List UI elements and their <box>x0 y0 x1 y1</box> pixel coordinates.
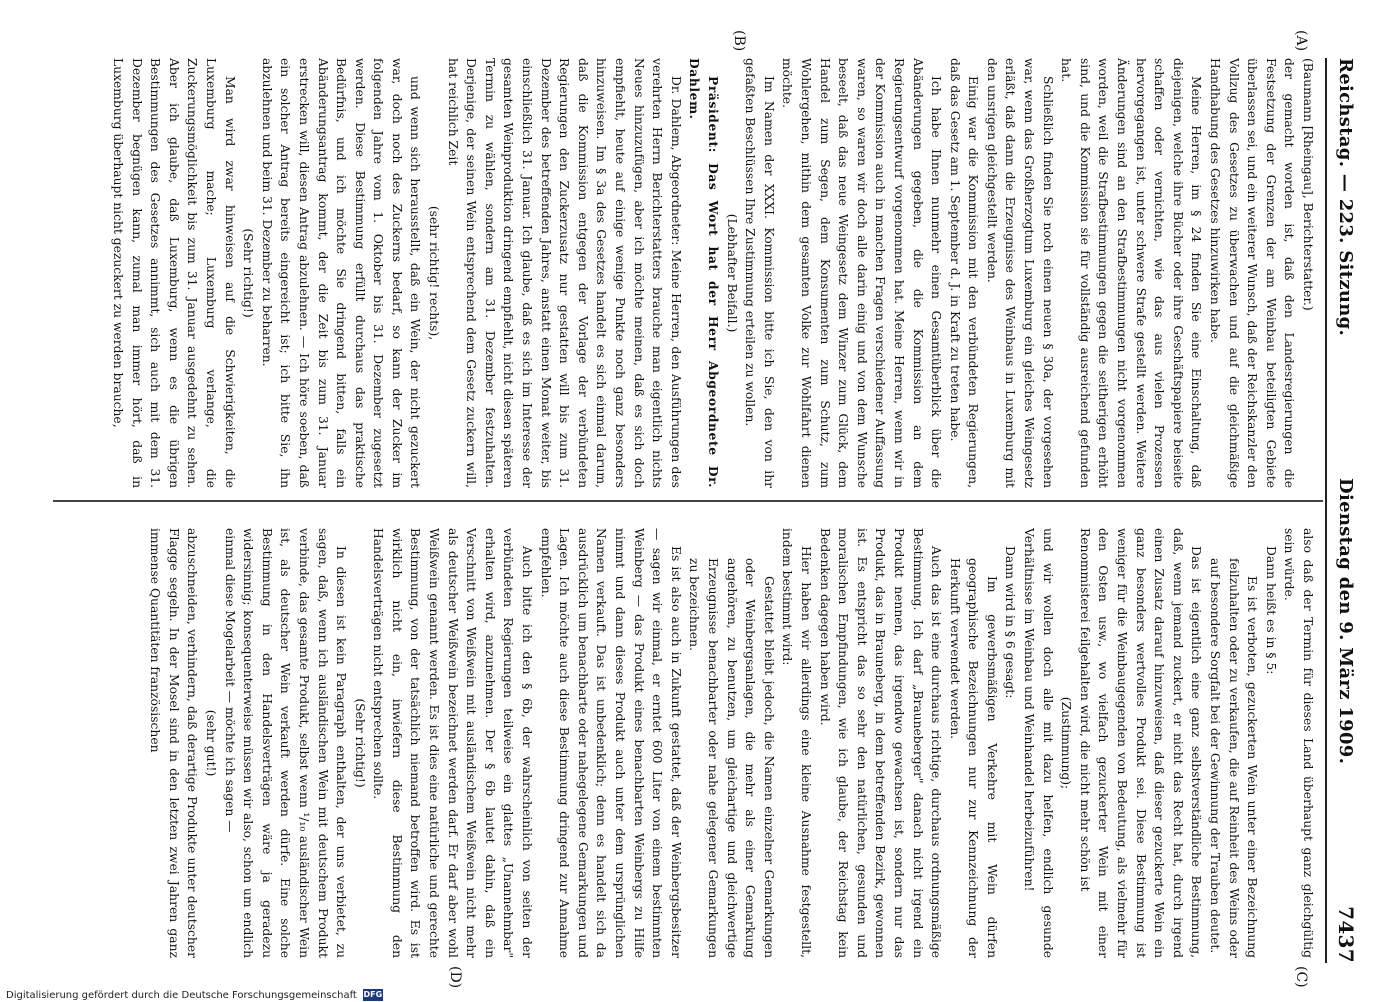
right-column-paragraph: Dann wird in § 6 gesagt: <box>1003 546 1018 699</box>
dfg-logo: DFG <box>363 990 383 999</box>
header-rule <box>1325 58 1327 963</box>
left-column-paragraph: Schließlich finden Sie noch einen neuen § 30a, der vorgesehen war, wenn das Großherzogtum Luxemburg ein gleiches Weingesetz erläßt, daß dann die Erzeugnisse des Weinbaus in Luxemburg mit den unsrigen gleichgestellt werden. <box>984 58 1055 488</box>
right-column-paragraph: Dann heißt es in § 5: <box>1263 546 1278 675</box>
margin-marker-c: (C) <box>1293 966 1309 988</box>
page-header <box>1329 58 1363 963</box>
right-column <box>77 528 1317 958</box>
right-column-paragraph: Es ist also auch in Zukunft gestattet, daß der Weinbergsbesitzer — sagen wir einmal, er erntet 600 Liter von einem bestimmten Weinberg — das Produkt eines benachbarten Weinbergs zu Hilfe nimmt und dann dieses Produkt auch unter dem ursprünglichen Namen verkauft. Das ist unbedenklich; denn es handelt sich da ausdrücklich um benachbarte oder nahegelegene Gemarkungen und Lagen. Ich möchte auch diese Bestimmung dringend zur Annahme empfehlen. <box>538 528 683 958</box>
right-column-paragraph: abzuschneiden, verhindern, daß derartige Produkte unter deutscher Flagge segeln. In der Mosel sind in den letzten zwei Jahren ganz immense Quantitäten französischen <box>148 528 200 958</box>
right-column-paragraph: Es ist verboten, gezuckerten Wein unter einer Bezeichnung feilzuhalten oder zu verkaufen, die auf Reinheit des Weins oder auf besondere Sorgfalt bei der Gewinnung der Trauben deutet. <box>1208 558 1260 958</box>
left-column-paragraph: (Sehr richtig!) <box>241 228 256 318</box>
left-column-paragraph: Ich habe Ihnen nunmehr einen Gesamtüberblick über die Abänderungen gegeben, die die Kommission an dem Regierungsentwurf vorgenommen hat. Meine Herren, wenn wir in der Kommission auch in manchen Fragen verschiedener Auffassung waren, so waren wir doch alle darin einig und von dem Wunsche beseelt, daß das neue Weingesetz dem Winzer zum Glück, dem Handel zum Segen, dem Konsumenten zum Schutz, zum Wohlergehen, mithin dem gesamten Volke zur Wohlfahrt dienen möchte. <box>780 58 944 488</box>
left-column-paragraph: Präsident: Das Wort hat der Herr Abgeordnete Dr. Dahlem. <box>687 58 721 488</box>
left-column-paragraph: Dr. Dahlem, Abgeordneter: Meine Herren, den Ausführungen des verehrten Herrn Berichterstatters brauche man eigentlich nichts Neues hinzuzufügen, aber ich möchte meinen, daß es sich doch empfiehlt, heute auf einige wenige Punkte noch ganz besonders hinzuweisen. Im § 3a des Gesetzes handelt es sich einmal darum, daß die Kommission entgegen der Vorlage der verbündeten Regierungen den Zuckerzusatz nur gestatten will bis zum 31. Dezember des betreffenden Jahres, anstatt einen Monat weiter, bis einschließlich 31. Januar. Ich glaube, daß es sich im Interesse der gesamten Weinproduktion dringend empfiehlt, nicht diesen späteren Termin zu wählen, sondern am 31. Dezember festzuhalten. Derjenige, der seinen Wein entsprechend dem Gesetz zuckern will, hat reichlich Zeit <box>445 58 683 488</box>
left-column-paragraph: (Lebhafter Beifall.) <box>724 213 739 333</box>
left-column-paragraph: der gemacht worden ist, daß den Landesregierungen die Festsetzung der Grenzen der am Weinbau beteiligten Gebiete überlassen sei, und ein weiterer Wunsch, daß der Reichskanzler den Vollzug des Gesetzes zu überwachen und auf die gleichmäßige Handhabung des Gesetzes hinzuwirken habe. <box>1208 58 1297 488</box>
left-column-paragraph: Einig war die Kommission mit den verbündeten Regierungen, daß das Gesetz am 1. September d. J. in Kraft zu treten habe. <box>947 58 981 488</box>
right-column-paragraph: und wir wollen doch alle mit dazu helfen, endlich gesunde Verhältnisse im Weinbau und Weinhandel herbeizuführen! <box>1022 528 1055 958</box>
credit-text: Digitalisierung gefördert durch die Deutsche Forschungsgemeinschaft <box>6 989 357 1001</box>
header-left-title: Reichstag. — 223. Sitzung. <box>1335 58 1357 337</box>
right-column-paragraph: (Zustimmung); <box>1059 696 1074 790</box>
right-column-paragraph: Auch das ist eine durchaus richtige, durchaus ordnungsmäßige Bestimmung. Ich darf „Brauneberger" danach nicht irgend ein Produkt nennen, das irgendwo gewachsen ist, sondern nur das Produkt, das in Brauneberg, in dem betreffenden Bezirk, gewonnen ist. Es entspricht das so sehr den natürlichen, gesunden und moralischen Empfindungen, wie ich glaube, der Reichstag kein Bedenken dagegen haben wird. <box>817 528 944 958</box>
left-column-paragraph: Meine Herren, im § 24 finden Sie eine Einschaltung, daß diejenigen, welche ihre Bücher oder ihre Geschäftspapiere beiseite schaffen oder vernichten, wie das aus vielen Prozessen hervorgegangen ist, unter schwere Strafe gestellt werden. Weitere Änderungen sind an den Strafbestimmungen nicht vorgenommen worden, weil die Strafbestimmungen gegen die seitherigen erhöht sind, und die Kommission sie für vollständig ausreichend gefunden hat. <box>1059 58 1204 488</box>
right-column-paragraph: Im gewerbsmäßigen Verkehre mit Wein dürfen geographische Bezeichnungen nur zur Kennzeichnung der Herkunft verwendet werden. <box>947 558 999 958</box>
margin-marker-b: (B) <box>731 30 747 52</box>
right-column-paragraph: Das ist eigentlich eine ganz selbstverständliche Bestimmung, daß, wenn jemand zuckert, er nicht das Recht hat, durch irgend einen Zusatz darauf hinzuweisen, daß dieser gezuckerte Wein ein ganz besonders wertvolles Produkt sei. Diese Bestimmung ist weniger für die Weinbaugegenden von Bedeutung, als vielmehr für den Osten usw., wo vielfach gezuckerter Wein mit einer Renommisterei feilgehalten wird, die nicht mehr schön ist <box>1077 528 1204 958</box>
margin-marker-a: (A) <box>1293 30 1309 52</box>
left-column-paragraph: Man wird zwar hinweisen auf die Schwierigkeiten, die Luxemburg mache; Luxemburg verlange, die Zuckerungsmöglichkeit bis zum 31. Januar ausgedehnt zu sehen. Aber ich glaube, daß Luxemburg, wenn es die übrigen Bestimmungen des Gesetzes annimmt, sich auch mit dem 31. Dezember begnügen kann, zumal man immer hört, daß in Luxemburg überhaupt nicht gezuckert zu werden brauche, <box>111 58 237 488</box>
right-column-paragraph: In diesen ist kein Paragraph enthalten, der uns verbietet, zu sagen, daß, wenn ich ausländischen Wein mit deutschem Produkt verbinde, das gesamte Produkt, selbst wenn ¹/₁₀ ausländischer Wein ist, als deutscher Wein verkauft werden dürfe. Eine solche Bestimmung in den Handelsverträgen wäre ja geradezu widersinnig; konsequenterweise müssen wir also, schon um endlich einmal diese Mogelarbeit — möchte ich sagen — <box>222 528 349 958</box>
right-column-paragraph: also daß der Termin für dieses Land überhaupt ganz gleichgültig sein würde. <box>1282 528 1315 958</box>
margin-marker-d: (D) <box>447 966 463 989</box>
left-column <box>77 58 1317 488</box>
left-column-paragraph: (Baumann [Rheingau], Berichterstatter.) <box>1301 58 1315 311</box>
column-divider <box>53 500 1323 502</box>
page-number: 7437 <box>1334 906 1358 963</box>
right-column-paragraph: Auch bitte ich den § 6b, der wahrscheinlich von seiten der verbündeten Regierungen teilweise ein glattes „Unannehmbar" erhalten wird, anzunehmen. Der § 6b lautet dahin, daß ein Verschnitt von Weißwein mit ausländischem Weißwein nicht mehr als deutscher Weißwein bezeichnet werden darf. Er darf aber wohl Weißwein genannt werden. Es ist dies eine natürliche und gerechte Bestimmung, von der tatsächlich niemand betroffen wird. Es ist wirklich nicht ein, inwiefern diese Bestimmung den Handelsverträgen nicht entsprechen sollte. <box>371 528 535 958</box>
right-column-paragraph: Hier haben wir allerdings eine kleine Ausnahme festgestellt, indem bestimmt wird: <box>780 528 813 958</box>
left-column-paragraph: und wenn sich herausstellt, daß ein Wein, der nicht gezuckert war, doch noch des Zuckerns bedarf, so kann der Zucker im folgenden Jahre vom 1. Oktober bis 31. Dezember zugesetzt werden. Diese Bestimmung erfüllt durchaus das praktische Bedürfnis, und ich möchte Sie dringend bitten, falls ein Abänderungsantrag kommt, der die Zeit bis zum 31. Januar erstrecken will, diesen Antrag abzulehnen. — Ich höre soeben, daß ein solcher Antrag bereits eingereicht ist; ich bitte Sie, ihn abzulehnen und beim 31. Dezember zu beharren. <box>259 58 423 488</box>
right-column-paragraph: (sehr gut!) <box>203 709 218 777</box>
right-column-paragraph: Gestattet bleibt jedoch, die Namen einzelner Gemarkungen oder Weinbergsanlagen, die mehr als einer Gemarkung angehören, zu benutzen, um gleichartige und gleichwertige Erzeugnisse benachbarter oder nahe gelegener Gemarkungen zu bezeichnen. <box>687 558 776 958</box>
right-column-paragraph: (Sehr richtig!) <box>352 698 367 788</box>
left-column-paragraph: Im Namen der XXXI. Kommission bitte ich Sie, den von ihr gefaßten Beschlüssen Ihre Zustimmung erteilen zu wollen. <box>743 58 776 488</box>
header-right-title: Dienstag den 9. März 1909. <box>1335 478 1357 765</box>
left-column-paragraph: (sehr richtig! rechts), <box>427 205 442 341</box>
